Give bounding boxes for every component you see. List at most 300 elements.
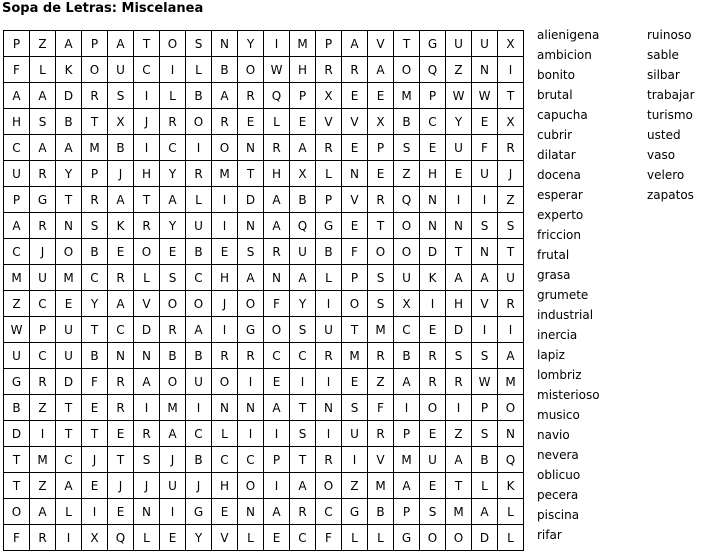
grid-cell[interactable]: F	[4, 57, 30, 83]
grid-cell[interactable]: A	[30, 135, 56, 161]
grid-cell[interactable]: C	[186, 265, 212, 291]
grid-cell[interactable]: R	[212, 109, 238, 135]
grid-cell[interactable]: N	[134, 499, 160, 525]
grid-cell[interactable]: R	[186, 161, 212, 187]
grid-cell[interactable]: J	[30, 239, 56, 265]
grid-cell[interactable]: I	[498, 317, 524, 343]
grid-cell[interactable]: D	[56, 369, 82, 395]
grid-cell[interactable]: M	[342, 343, 368, 369]
grid-cell[interactable]: S	[134, 447, 160, 473]
grid-cell[interactable]: A	[108, 31, 134, 57]
grid-cell[interactable]: A	[4, 213, 30, 239]
grid-cell[interactable]: A	[238, 265, 264, 291]
grid-cell[interactable]: C	[160, 135, 186, 161]
grid-cell[interactable]: K	[56, 57, 82, 83]
grid-cell[interactable]: H	[212, 473, 238, 499]
grid-cell[interactable]: C	[394, 317, 420, 343]
grid-cell[interactable]: D	[420, 239, 446, 265]
grid-cell[interactable]: N	[238, 135, 264, 161]
grid-cell[interactable]: F	[264, 291, 290, 317]
grid-cell[interactable]: A	[368, 57, 394, 83]
grid-cell[interactable]: R	[316, 343, 342, 369]
grid-cell[interactable]: D	[56, 83, 82, 109]
grid-cell[interactable]: F	[4, 525, 30, 551]
grid-cell[interactable]: R	[420, 369, 446, 395]
grid-cell[interactable]: G	[238, 317, 264, 343]
grid-cell[interactable]: I	[264, 473, 290, 499]
grid-cell[interactable]: A	[498, 343, 524, 369]
grid-cell[interactable]: U	[56, 343, 82, 369]
grid-cell[interactable]: Z	[394, 161, 420, 187]
grid-cell[interactable]: I	[160, 57, 186, 83]
grid-cell[interactable]: O	[498, 395, 524, 421]
grid-cell[interactable]: R	[134, 421, 160, 447]
grid-cell[interactable]: E	[446, 161, 472, 187]
grid-cell[interactable]: I	[316, 291, 342, 317]
grid-cell[interactable]: G	[4, 369, 30, 395]
grid-cell[interactable]: U	[108, 57, 134, 83]
grid-cell[interactable]: A	[264, 499, 290, 525]
grid-cell[interactable]: O	[212, 369, 238, 395]
grid-cell[interactable]: W	[264, 57, 290, 83]
grid-cell[interactable]: I	[316, 369, 342, 395]
grid-cell[interactable]: P	[82, 31, 108, 57]
grid-cell[interactable]: I	[446, 187, 472, 213]
grid-cell[interactable]: Z	[4, 291, 30, 317]
grid-cell[interactable]: N	[446, 213, 472, 239]
grid-cell[interactable]: F	[82, 369, 108, 395]
grid-cell[interactable]: J	[160, 447, 186, 473]
grid-cell[interactable]: D	[4, 421, 30, 447]
grid-cell[interactable]: V	[212, 525, 238, 551]
grid-cell[interactable]: O	[134, 239, 160, 265]
grid-cell[interactable]: R	[30, 369, 56, 395]
grid-cell[interactable]: D	[446, 317, 472, 343]
grid-cell[interactable]: R	[82, 187, 108, 213]
grid-cell[interactable]: S	[420, 499, 446, 525]
grid-cell[interactable]: C	[4, 135, 30, 161]
grid-cell[interactable]: H	[420, 161, 446, 187]
grid-cell[interactable]: R	[420, 343, 446, 369]
grid-cell[interactable]: U	[186, 213, 212, 239]
grid-cell[interactable]: V	[368, 31, 394, 57]
grid-cell[interactable]: C	[82, 265, 108, 291]
grid-cell[interactable]: R	[316, 57, 342, 83]
grid-cell[interactable]: R	[108, 369, 134, 395]
grid-cell[interactable]: E	[264, 369, 290, 395]
grid-cell[interactable]: U	[30, 265, 56, 291]
grid-cell[interactable]: F	[472, 135, 498, 161]
grid-cell[interactable]: W	[446, 83, 472, 109]
grid-cell[interactable]: B	[56, 109, 82, 135]
grid-cell[interactable]: I	[472, 187, 498, 213]
grid-cell[interactable]: Y	[160, 161, 186, 187]
grid-cell[interactable]: R	[30, 161, 56, 187]
grid-cell[interactable]: C	[290, 343, 316, 369]
grid-cell[interactable]: Z	[498, 187, 524, 213]
grid-cell[interactable]: L	[134, 525, 160, 551]
grid-cell[interactable]: E	[420, 135, 446, 161]
grid-cell[interactable]: O	[160, 369, 186, 395]
grid-cell[interactable]: Y	[186, 525, 212, 551]
grid-cell[interactable]: K	[498, 473, 524, 499]
grid-cell[interactable]: A	[56, 135, 82, 161]
grid-cell[interactable]: E	[108, 421, 134, 447]
grid-cell[interactable]: M	[30, 447, 56, 473]
grid-cell[interactable]: I	[30, 421, 56, 447]
grid-cell[interactable]: Y	[56, 161, 82, 187]
grid-cell[interactable]: N	[108, 343, 134, 369]
grid-cell[interactable]: C	[290, 525, 316, 551]
grid-cell[interactable]: Y	[82, 291, 108, 317]
grid-cell[interactable]: J	[134, 109, 160, 135]
grid-cell[interactable]: H	[134, 161, 160, 187]
grid-cell[interactable]: A	[134, 369, 160, 395]
grid-cell[interactable]: Z	[368, 369, 394, 395]
grid-cell[interactable]: P	[394, 421, 420, 447]
grid-cell[interactable]: N	[238, 213, 264, 239]
grid-cell[interactable]: F	[316, 525, 342, 551]
grid-cell[interactable]: Z	[446, 57, 472, 83]
grid-cell[interactable]: C	[212, 447, 238, 473]
grid-cell[interactable]: U	[56, 317, 82, 343]
grid-cell[interactable]: E	[342, 83, 368, 109]
grid-cell[interactable]: P	[82, 161, 108, 187]
grid-cell[interactable]: M	[368, 317, 394, 343]
grid-cell[interactable]: U	[342, 421, 368, 447]
grid-cell[interactable]: E	[108, 499, 134, 525]
grid-cell[interactable]: B	[160, 343, 186, 369]
grid-cell[interactable]: N	[316, 395, 342, 421]
grid-cell[interactable]: E	[212, 499, 238, 525]
grid-cell[interactable]: R	[160, 317, 186, 343]
grid-cell[interactable]: J	[108, 161, 134, 187]
grid-cell[interactable]: W	[4, 317, 30, 343]
grid-cell[interactable]: X	[108, 109, 134, 135]
grid-cell[interactable]: R	[30, 213, 56, 239]
grid-cell[interactable]: P	[290, 83, 316, 109]
grid-cell[interactable]: A	[394, 473, 420, 499]
grid-cell[interactable]: U	[446, 31, 472, 57]
grid-cell[interactable]: H	[290, 57, 316, 83]
grid-cell[interactable]: A	[186, 317, 212, 343]
grid-cell[interactable]: O	[160, 31, 186, 57]
grid-cell[interactable]: N	[342, 161, 368, 187]
grid-cell[interactable]: S	[238, 239, 264, 265]
grid-cell[interactable]: B	[472, 447, 498, 473]
grid-cell[interactable]: D	[134, 317, 160, 343]
grid-cell[interactable]: A	[56, 473, 82, 499]
grid-cell[interactable]: O	[212, 135, 238, 161]
grid-cell[interactable]: A	[290, 473, 316, 499]
grid-cell[interactable]: U	[4, 343, 30, 369]
grid-cell[interactable]: M	[82, 135, 108, 161]
grid-cell[interactable]: S	[160, 265, 186, 291]
grid-cell[interactable]: E	[368, 83, 394, 109]
grid-cell[interactable]: N	[420, 187, 446, 213]
grid-cell[interactable]: X	[316, 83, 342, 109]
grid-cell[interactable]: M	[290, 31, 316, 57]
grid-cell[interactable]: I	[186, 395, 212, 421]
grid-cell[interactable]: R	[238, 343, 264, 369]
grid-cell[interactable]: X	[368, 109, 394, 135]
grid-cell[interactable]: Q	[498, 447, 524, 473]
grid-cell[interactable]: G	[342, 499, 368, 525]
grid-cell[interactable]: L	[264, 109, 290, 135]
grid-cell[interactable]: A	[342, 31, 368, 57]
grid-cell[interactable]: L	[30, 57, 56, 83]
grid-cell[interactable]: E	[238, 109, 264, 135]
grid-cell[interactable]: X	[82, 525, 108, 551]
grid-cell[interactable]: U	[394, 265, 420, 291]
grid-cell[interactable]: H	[212, 265, 238, 291]
grid-cell[interactable]: A	[108, 291, 134, 317]
grid-cell[interactable]: Z	[30, 395, 56, 421]
grid-cell[interactable]: Y	[160, 213, 186, 239]
grid-cell[interactable]: R	[108, 265, 134, 291]
grid-cell[interactable]: R	[316, 447, 342, 473]
grid-cell[interactable]: J	[498, 161, 524, 187]
grid-cell[interactable]: M	[394, 83, 420, 109]
grid-cell[interactable]: T	[134, 31, 160, 57]
grid-cell[interactable]: X	[394, 291, 420, 317]
grid-cell[interactable]: A	[472, 499, 498, 525]
grid-cell[interactable]: R	[368, 421, 394, 447]
grid-cell[interactable]: U	[420, 447, 446, 473]
grid-cell[interactable]: E	[160, 525, 186, 551]
grid-cell[interactable]: L	[212, 421, 238, 447]
grid-cell[interactable]: A	[30, 83, 56, 109]
grid-cell[interactable]: N	[472, 57, 498, 83]
grid-cell[interactable]: E	[108, 239, 134, 265]
grid-cell[interactable]: J	[186, 473, 212, 499]
grid-cell[interactable]: B	[108, 135, 134, 161]
grid-cell[interactable]: R	[82, 83, 108, 109]
grid-cell[interactable]: L	[498, 525, 524, 551]
grid-cell[interactable]: T	[4, 447, 30, 473]
grid-cell[interactable]: R	[290, 499, 316, 525]
grid-cell[interactable]: L	[472, 473, 498, 499]
grid-cell[interactable]: Z	[30, 31, 56, 57]
grid-cell[interactable]: R	[160, 109, 186, 135]
grid-cell[interactable]: N	[212, 31, 238, 57]
grid-cell[interactable]: V	[342, 187, 368, 213]
grid-cell[interactable]: A	[4, 83, 30, 109]
grid-cell[interactable]: E	[160, 239, 186, 265]
grid-cell[interactable]: C	[4, 239, 30, 265]
grid-cell[interactable]: T	[368, 213, 394, 239]
grid-cell[interactable]: O	[238, 291, 264, 317]
grid-cell[interactable]: Z	[342, 473, 368, 499]
grid-cell[interactable]: U	[316, 317, 342, 343]
grid-cell[interactable]: A	[446, 265, 472, 291]
grid-cell[interactable]: C	[316, 499, 342, 525]
grid-cell[interactable]: E	[56, 291, 82, 317]
grid-cell[interactable]: L	[316, 265, 342, 291]
grid-cell[interactable]: I	[316, 421, 342, 447]
grid-cell[interactable]: H	[264, 161, 290, 187]
grid-cell[interactable]: I	[498, 57, 524, 83]
grid-cell[interactable]: M	[446, 499, 472, 525]
grid-cell[interactable]: I	[264, 31, 290, 57]
grid-cell[interactable]: B	[394, 343, 420, 369]
grid-cell[interactable]: R	[212, 343, 238, 369]
grid-cell[interactable]: B	[186, 83, 212, 109]
grid-cell[interactable]: U	[4, 161, 30, 187]
grid-cell[interactable]: I	[446, 395, 472, 421]
grid-cell[interactable]: S	[30, 109, 56, 135]
grid-cell[interactable]: E	[82, 473, 108, 499]
grid-cell[interactable]: N	[264, 265, 290, 291]
grid-cell[interactable]: N	[472, 239, 498, 265]
grid-cell[interactable]: M	[212, 161, 238, 187]
grid-cell[interactable]: T	[108, 447, 134, 473]
grid-cell[interactable]: R	[30, 525, 56, 551]
grid-cell[interactable]: I	[264, 421, 290, 447]
grid-cell[interactable]: P	[4, 187, 30, 213]
grid-cell[interactable]: O	[264, 317, 290, 343]
grid-cell[interactable]: Y	[446, 109, 472, 135]
grid-cell[interactable]: C	[186, 421, 212, 447]
grid-cell[interactable]: R	[368, 343, 394, 369]
grid-cell[interactable]: L	[368, 525, 394, 551]
grid-cell[interactable]: P	[472, 395, 498, 421]
grid-cell[interactable]: A	[108, 187, 134, 213]
grid-cell[interactable]: O	[82, 57, 108, 83]
grid-cell[interactable]: T	[290, 447, 316, 473]
grid-cell[interactable]: R	[134, 213, 160, 239]
grid-cell[interactable]: S	[368, 291, 394, 317]
grid-cell[interactable]: P	[4, 31, 30, 57]
grid-cell[interactable]: K	[420, 265, 446, 291]
grid-cell[interactable]: O	[394, 213, 420, 239]
grid-cell[interactable]: R	[264, 239, 290, 265]
grid-cell[interactable]: A	[472, 265, 498, 291]
grid-cell[interactable]: B	[82, 343, 108, 369]
grid-cell[interactable]: T	[56, 187, 82, 213]
grid-cell[interactable]: N	[238, 395, 264, 421]
grid-cell[interactable]: U	[472, 161, 498, 187]
grid-cell[interactable]: S	[368, 265, 394, 291]
grid-cell[interactable]: H	[446, 291, 472, 317]
grid-cell[interactable]: A	[290, 135, 316, 161]
grid-cell[interactable]: I	[420, 291, 446, 317]
grid-cell[interactable]: M	[498, 369, 524, 395]
grid-cell[interactable]: S	[472, 343, 498, 369]
grid-cell[interactable]: H	[4, 109, 30, 135]
grid-cell[interactable]: X	[498, 31, 524, 57]
grid-cell[interactable]: U	[446, 135, 472, 161]
grid-cell[interactable]: A	[264, 395, 290, 421]
grid-cell[interactable]: A	[290, 265, 316, 291]
grid-cell[interactable]: A	[446, 447, 472, 473]
grid-cell[interactable]: M	[368, 473, 394, 499]
grid-cell[interactable]: U	[160, 473, 186, 499]
grid-cell[interactable]: M	[56, 265, 82, 291]
grid-cell[interactable]: S	[472, 421, 498, 447]
grid-cell[interactable]: F	[342, 239, 368, 265]
grid-cell[interactable]: O	[238, 473, 264, 499]
grid-cell[interactable]: L	[160, 83, 186, 109]
grid-cell[interactable]: P	[342, 265, 368, 291]
grid-cell[interactable]: L	[342, 525, 368, 551]
grid-cell[interactable]: R	[264, 135, 290, 161]
grid-cell[interactable]: O	[4, 499, 30, 525]
grid-cell[interactable]: C	[238, 447, 264, 473]
grid-cell[interactable]: G	[30, 187, 56, 213]
grid-cell[interactable]: O	[186, 291, 212, 317]
grid-cell[interactable]: B	[186, 239, 212, 265]
grid-cell[interactable]: E	[264, 525, 290, 551]
grid-cell[interactable]: S	[498, 213, 524, 239]
grid-cell[interactable]: S	[446, 343, 472, 369]
grid-cell[interactable]: B	[186, 447, 212, 473]
grid-cell[interactable]: A	[212, 83, 238, 109]
grid-cell[interactable]: C	[264, 343, 290, 369]
grid-cell[interactable]: J	[108, 473, 134, 499]
grid-cell[interactable]: I	[134, 135, 160, 161]
grid-cell[interactable]: Z	[30, 473, 56, 499]
grid-cell[interactable]: B	[316, 239, 342, 265]
grid-cell[interactable]: R	[108, 395, 134, 421]
grid-cell[interactable]: O	[342, 291, 368, 317]
grid-cell[interactable]: I	[186, 135, 212, 161]
grid-cell[interactable]: J	[134, 473, 160, 499]
grid-cell[interactable]: I	[394, 395, 420, 421]
grid-cell[interactable]: T	[394, 31, 420, 57]
grid-cell[interactable]: Y	[238, 31, 264, 57]
grid-cell[interactable]: R	[368, 187, 394, 213]
grid-cell[interactable]: Q	[290, 213, 316, 239]
grid-cell[interactable]: T	[238, 161, 264, 187]
grid-cell[interactable]: W	[472, 369, 498, 395]
grid-cell[interactable]: O	[186, 109, 212, 135]
grid-cell[interactable]: C	[30, 343, 56, 369]
grid-cell[interactable]: D	[238, 187, 264, 213]
grid-cell[interactable]: E	[368, 161, 394, 187]
grid-cell[interactable]: C	[134, 57, 160, 83]
grid-cell[interactable]: O	[238, 57, 264, 83]
grid-cell[interactable]: L	[238, 525, 264, 551]
grid-cell[interactable]: B	[394, 109, 420, 135]
grid-cell[interactable]: I	[472, 317, 498, 343]
grid-cell[interactable]: A	[264, 187, 290, 213]
grid-cell[interactable]: I	[134, 83, 160, 109]
grid-cell[interactable]: R	[238, 83, 264, 109]
grid-cell[interactable]: I	[238, 421, 264, 447]
grid-cell[interactable]: V	[316, 109, 342, 135]
grid-cell[interactable]: P	[316, 187, 342, 213]
grid-cell[interactable]: G	[186, 499, 212, 525]
grid-cell[interactable]: N	[212, 395, 238, 421]
grid-cell[interactable]: X	[498, 109, 524, 135]
grid-cell[interactable]: U	[290, 239, 316, 265]
grid-cell[interactable]: S	[82, 213, 108, 239]
grid-cell[interactable]: I	[238, 369, 264, 395]
grid-cell[interactable]: C	[420, 109, 446, 135]
grid-cell[interactable]: G	[394, 525, 420, 551]
grid-cell[interactable]: Y	[290, 291, 316, 317]
grid-cell[interactable]: G	[316, 213, 342, 239]
grid-cell[interactable]: P	[394, 499, 420, 525]
grid-cell[interactable]: M	[394, 447, 420, 473]
grid-cell[interactable]: J	[212, 291, 238, 317]
grid-cell[interactable]: S	[290, 421, 316, 447]
grid-cell[interactable]: R	[498, 135, 524, 161]
grid-cell[interactable]: T	[56, 421, 82, 447]
grid-cell[interactable]: S	[342, 395, 368, 421]
grid-cell[interactable]: I	[56, 525, 82, 551]
